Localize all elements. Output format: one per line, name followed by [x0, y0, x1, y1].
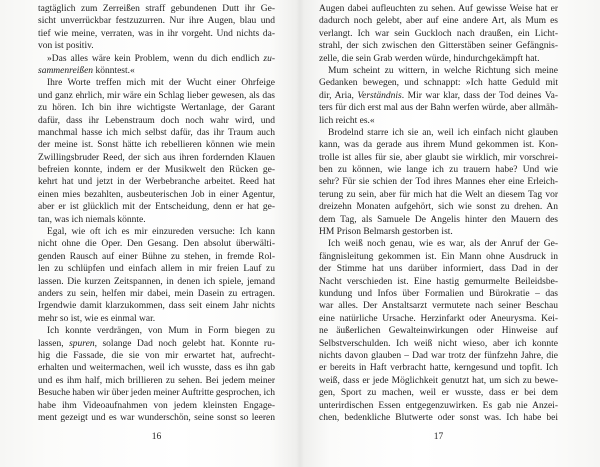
text-line — [319, 276, 558, 288]
line-text: kundung und Infos über Formalien und Bürokratie – das — [319, 288, 558, 299]
line-text: Zwillingsbruder Reed, der sich aus ihren fordernden Klauen — [38, 152, 275, 163]
line-content — [319, 103, 558, 113]
line-text: kehrt hat und jetzt in der Werbebranche arbeitet. Reed hat — [38, 177, 275, 188]
line-text: anders zu sein, helfen mir dabei, mein Dasein zu ertragen. — [38, 288, 275, 299]
page-text — [38, 3, 275, 424]
text-line — [38, 251, 275, 263]
text-line — [38, 276, 275, 288]
text-line — [319, 15, 558, 27]
line-text: Ich konnte verdrängen, von Mum in Form biegen zu — [47, 326, 275, 337]
page-number: 16 — [151, 432, 162, 442]
text-line — [38, 152, 275, 164]
line-content — [38, 103, 275, 113]
text-line — [319, 313, 558, 325]
line-content — [38, 153, 275, 163]
line-text: dir, Aria, — [319, 90, 358, 101]
paragraph — [319, 65, 558, 127]
line-text: Brodelnd starre ich sie an, weil ich einfach nicht glauben — [328, 127, 558, 138]
line-text: habe ihm Videoaufnahmen von jedem kleinsten Engage- — [38, 400, 275, 411]
line-text: manchmal hasse ich mich selbst dafür, das ihr Traum auch — [38, 127, 275, 138]
text-line — [38, 15, 275, 27]
text-line — [38, 412, 275, 424]
line-text: ters für dich erst mal aus der Bahn werfen würde, aber allmäh- — [319, 103, 558, 114]
page-number: 17 — [433, 432, 444, 442]
line-content — [38, 363, 275, 373]
line-content — [319, 401, 558, 411]
text-line — [38, 387, 275, 399]
text-line — [319, 288, 558, 300]
line-content — [47, 54, 275, 64]
line-text: der Stimme hat uns darüber informiert, dass Dad in der — [319, 264, 558, 275]
paragraph — [38, 325, 275, 424]
text-line — [319, 400, 558, 412]
line-text: nicht ohne die Oper. Den Gesang. Den absolut überwälti- — [38, 239, 275, 250]
line-text: Selbstverschulden. Ich weiß nicht wieso, aber ich konnte — [319, 338, 558, 349]
line-content — [319, 326, 558, 336]
line-content — [38, 215, 146, 225]
line-content — [319, 252, 558, 262]
line-content — [319, 339, 558, 349]
text-line — [319, 251, 558, 263]
line-content — [319, 413, 558, 423]
line-text: trolle ist alles für sie, aber glaubt sie wirklich, mir vorschrei- — [319, 152, 558, 163]
text-line — [319, 65, 558, 77]
text-line — [319, 214, 558, 226]
text-line — [38, 325, 275, 337]
text-line — [38, 350, 275, 362]
text-line — [38, 313, 275, 325]
text-line — [38, 288, 275, 300]
line-content — [47, 78, 275, 88]
line-content — [38, 314, 155, 324]
text-line — [38, 40, 275, 52]
line-text: genden Rausch auf einer Bühne zu stehen, in fremde Rol- — [38, 251, 275, 262]
paragraph — [319, 238, 558, 424]
line-text: eine natürliche Ursache. Herzinfarkt oder Aneurysma. Kei- — [319, 313, 558, 324]
line-content — [38, 376, 275, 386]
paragraph — [319, 127, 558, 239]
line-text: zelle, die sein Grab werden würde, hindurchgekämpft hat. — [319, 53, 540, 64]
text-line — [319, 338, 558, 350]
text-line — [319, 102, 558, 114]
line-text: dem Tag, als Samuele De Angelis hinter den Mauern des — [319, 214, 558, 225]
text-line — [38, 102, 275, 114]
line-text: sicht unverrückbar festzuzurren. Nur ihre Augen, blau und — [38, 16, 275, 27]
line-content — [38, 66, 135, 76]
line-content — [38, 177, 275, 187]
text-line — [38, 176, 275, 188]
line-content — [319, 289, 558, 299]
text-line — [38, 238, 275, 250]
line-content — [319, 54, 540, 64]
text-line — [319, 127, 558, 139]
text-line — [319, 201, 558, 213]
line-content — [319, 116, 375, 126]
line-text: Irgendwie damit klarzukommen, dass seit einem Jahr nichts — [38, 301, 275, 312]
line-text: lassen. Die kurzen Zeitspannen, in denen ich spiele, jemand — [38, 276, 275, 287]
line-content — [38, 202, 275, 212]
line-text: und ganz ehrlich, mir wäre ein Schlag lieber gewesen, als das — [38, 90, 275, 101]
line-text: aber er ist glücklich mit der Entscheidung, denn er hat ge- — [38, 202, 275, 213]
line-content — [319, 314, 558, 324]
text-line — [319, 189, 558, 201]
line-content — [38, 190, 275, 200]
line-content — [38, 16, 275, 26]
text-line — [319, 53, 558, 65]
line-text: erhalten und weitermachen, weil ich wusste, dass es ihn gab — [38, 363, 275, 374]
line-content — [38, 388, 275, 398]
line-text: der meine ist. Sonst hätte ich rebellieren können wie mein — [38, 140, 275, 151]
paragraph — [38, 226, 275, 325]
line-text: lassen, — [38, 338, 70, 349]
text-line — [319, 238, 558, 250]
line-text: Ihre Worte treffen mich mit der Wucht einer Ohrfeige — [47, 78, 275, 89]
line-text: Nacht verschieden ist. Eine hastig gemurmelte Beileidsbe- — [319, 276, 558, 287]
line-text: HM Prison Belmarsh gestorben ist. — [319, 227, 453, 238]
line-content — [328, 128, 558, 138]
text-line — [319, 139, 558, 151]
line-content — [319, 215, 558, 225]
line-text: tagtäglich zum Zerreißen straff gebundenen Dutt ihr Ge- — [38, 4, 275, 14]
line-text: von ist positiv. — [38, 41, 94, 52]
text-line — [38, 214, 275, 226]
text-line — [38, 127, 275, 139]
text-line — [319, 350, 558, 362]
line-content — [38, 128, 275, 138]
line-content — [38, 91, 275, 101]
line-text: tan, was ich niemals könnte. — [38, 214, 146, 225]
line-text: ben zu können, wie lange ich zu trauern habe? Und wie — [319, 165, 558, 176]
line-content — [319, 227, 453, 237]
line-text: und es ihm half, mich brillieren zu sehen. Bei jedem meiner — [38, 375, 275, 386]
line-content — [38, 401, 275, 411]
line-text: lich reicht es.« — [319, 115, 375, 126]
line-text: ment gezeigt und es war wunderschön, seine sonst so leeren — [38, 412, 275, 423]
text-line — [38, 139, 275, 151]
text-line — [319, 226, 558, 238]
paragraph — [38, 77, 275, 226]
line-content — [319, 16, 558, 26]
line-text: gen, Sport zu machen, weil er wusste, dass er bei dem — [319, 388, 558, 399]
line-text: fängnisleitung gekommen ist. Ein Mann ohne Ausdruck in — [319, 251, 558, 262]
line-content — [319, 41, 558, 51]
line-content — [319, 78, 558, 88]
line-content — [38, 41, 94, 51]
text-line — [319, 28, 558, 40]
text-line — [319, 176, 558, 188]
line-text: verlangt. Ich war sein Guckloch nach draußen, ein Licht- — [319, 28, 558, 39]
line-content — [47, 227, 275, 237]
line-text: strahl, der sich zwischen den Gitterstäben seiner Gefängnis- — [319, 41, 558, 52]
text-line — [319, 375, 558, 387]
italic-text: Verständnis — [357, 90, 402, 101]
line-text: hig die Fassade, die sie von mir erwartet hat, aufrecht- — [38, 350, 275, 361]
italic-text: sammenreißen — [38, 65, 94, 76]
line-content — [328, 66, 558, 76]
line-text: , solange Dad noch gelebt hat. Konnte ru- — [94, 338, 275, 349]
text-line — [319, 77, 558, 89]
line-content — [319, 264, 558, 274]
line-content — [319, 165, 558, 175]
line-text: einen mies bezahlten, ausbeuterischen Job in einer Agentur, — [38, 189, 275, 200]
line-content — [38, 277, 275, 287]
line-content — [38, 351, 275, 361]
line-text: Gedanken bewegen, und schnappt: »Ich hatte Geduld mit — [319, 78, 558, 89]
line-content — [38, 140, 275, 150]
line-text: kann, was da gerade aus ihrem Mund gekommen ist. Kon- — [319, 140, 558, 151]
text-line — [319, 90, 558, 102]
line-text: mehr so ist, wie es einmal war. — [38, 313, 156, 324]
line-content — [38, 4, 275, 14]
line-content — [47, 326, 275, 336]
line-content — [319, 140, 558, 150]
line-text: weiß, dass er jede Möglichkeit genutzt hat, um sich zu bewe- — [319, 375, 558, 386]
line-content — [319, 29, 558, 39]
text-line — [38, 201, 275, 213]
line-text: dafür, dass ihr Lebenstraum doch noch wahr wird, und — [38, 115, 275, 126]
line-text: . Mir war klar, dass der Tod deines Va- — [401, 90, 559, 101]
paragraph — [38, 3, 275, 53]
text-line — [38, 53, 275, 65]
line-content — [38, 165, 275, 175]
text-line — [38, 164, 275, 176]
line-content — [38, 289, 275, 299]
line-content — [319, 277, 558, 287]
line-content — [328, 239, 558, 249]
italic-text: spuren — [69, 338, 95, 349]
line-text: er bereits in Haft verbracht hatte, kerngesund und topfit. Ich — [319, 363, 558, 374]
text-line — [319, 412, 558, 424]
line-text: unterirdischen Essen entgegenzuwirken. Es gab nie Anzei- — [319, 400, 558, 411]
line-content — [319, 388, 558, 398]
line-text: nichts davon glauben – Dad war trotz der fünfzehn Jahre, die — [319, 350, 558, 361]
line-content — [38, 413, 275, 423]
text-line — [38, 263, 275, 275]
line-text: könntest.« — [93, 65, 135, 76]
line-text: zu hören. Ich bin ihre wichtigste Wertanlage, der Garant — [38, 103, 275, 114]
line-content — [319, 376, 558, 386]
page-text — [319, 3, 558, 424]
paragraph — [38, 53, 275, 78]
line-content — [319, 363, 558, 373]
line-text: Besuche haben wir über jeden meiner Auftritte gesprochen, ich — [38, 388, 275, 399]
line-content — [319, 202, 558, 212]
text-line — [319, 115, 558, 127]
text-line — [38, 300, 275, 312]
text-line — [38, 362, 275, 374]
line-text: terung zu sein, aber für mich hat die Welt an diesem Tag vor — [319, 189, 558, 200]
text-line — [319, 263, 558, 275]
text-line — [38, 338, 275, 350]
text-line — [319, 387, 558, 399]
text-line — [319, 152, 558, 164]
text-line — [38, 115, 275, 127]
line-content — [319, 351, 558, 361]
line-content — [319, 4, 558, 14]
line-text: Mum scheint zu wittern, in welche Richtung sich meine — [328, 65, 558, 76]
page-right — [300, 0, 600, 467]
text-line — [319, 164, 558, 176]
line-text: Ich weiß noch genau, wie es war, als der Anruf der Ge- — [328, 239, 558, 250]
line-content — [38, 339, 275, 349]
text-line — [319, 300, 558, 312]
line-text: len zu schlüpfen und einfach allem in mir freien Lauf zu — [38, 264, 275, 275]
text-line — [38, 65, 275, 77]
text-line — [319, 325, 558, 337]
text-line — [38, 375, 275, 387]
text-line — [319, 362, 558, 374]
line-content — [319, 177, 558, 187]
line-text: ne äußerlichen Gewalteinwirkungen oder Hinweise auf — [319, 326, 558, 337]
line-text: tief wie meine, verraten, was in ihr vorgeht. Und nichts da- — [38, 28, 275, 39]
text-line — [38, 400, 275, 412]
line-text: sehr? Für sie schien der Tod ihres Mannes eher eine Erleich- — [319, 177, 558, 188]
line-content — [38, 301, 275, 311]
text-line — [38, 226, 275, 238]
line-text: Augen dabei aufleuchten zu sehen. Auf gewisse Weise hat er — [319, 4, 558, 14]
line-text: befreien konnte, indem er der Musikwelt den Rücken ge- — [38, 165, 275, 176]
line-text: war alles. Der Anstaltsarzt vermutete nach seiner Beschau — [319, 301, 558, 312]
line-content — [38, 264, 275, 274]
text-line — [38, 77, 275, 89]
line-content — [319, 190, 558, 200]
text-line — [38, 90, 275, 102]
line-text: dreizehn Monaten aufgehört, sich wie sonst zu drehen. An — [319, 202, 558, 213]
line-text: Egal, wie oft ich es mir einzureden versuche: Ich kann — [47, 227, 275, 238]
line-content — [319, 91, 558, 101]
text-line — [38, 3, 275, 15]
line-content — [319, 153, 558, 163]
line-text: chen, bedenkliche Blutwerte oder sonst was. Ich habe bei — [319, 412, 558, 423]
text-line — [38, 189, 275, 201]
italic-text: zu- — [263, 53, 275, 64]
line-text: dadurch noch gelebt, aber auf eine andere Art, als Mum es — [319, 16, 558, 27]
line-content — [38, 252, 275, 262]
text-line — [38, 28, 275, 40]
text-line — [319, 3, 558, 15]
text-line — [319, 40, 558, 52]
line-text: »Das alles wäre kein Problem, wenn du dich endlich — [47, 53, 264, 64]
line-content — [319, 301, 558, 311]
line-content — [38, 116, 275, 126]
paragraph — [319, 3, 558, 65]
line-content — [38, 29, 275, 39]
line-content — [38, 239, 275, 249]
